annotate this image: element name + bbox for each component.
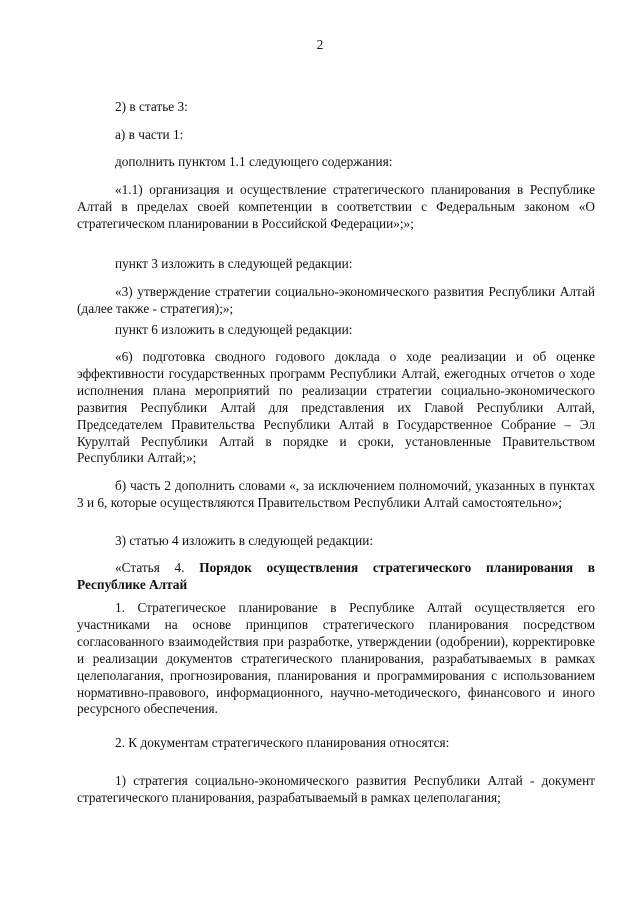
paragraph-item-3-intro: пункт 3 изложить в следующей редакции: — [115, 256, 353, 271]
paragraph-item-6-intro: пункт 6 изложить в следующей редакции: — [115, 322, 353, 337]
article-4-paragraph-2: 2. К документам стратегического планирования относятся: — [115, 735, 450, 750]
paragraph-item-6-text: «6) подготовка сводного годового доклада о ходе реализации и об оценке эффективности государственных программ Республики Алтай, ежегодных отчетов о ходе исполнения плана мероприятий по реализации стратегии социально-экономического развития Республики Алтай для представления их Главой Республики Алтай, Председателем Правительства Республики Алтай в Государственное Собрание – Эл Курултай Республики Алтай в порядке и сроки, установленные Правительством Республики Алтай;»; — [77, 349, 595, 466]
paragraph-part-2: б) часть 2 дополнить словами «, за исключением полномочий, указанных в пунктах 3 и 6, которые осуществляются Правительством Республики Алтай самостоятельно»; — [77, 478, 595, 510]
paragraph-item-1-1-text: «1.1) организация и осуществление стратегического планирования в Республике Алтай в пределах своей компетенции в соответствии с Федеральным законом «О стратегическом планировании в Российской Федерации»;»; — [77, 182, 595, 231]
paragraph-part-1: а) в части 1: — [115, 127, 184, 142]
article-4-prefix: «Статья 4. — [115, 560, 200, 575]
article-4-title: Порядок осуществления стратегического планирования в Республике Алтай — [77, 560, 595, 592]
article-4-paragraph-3: 1) стратегия социально-экономического развития Республики Алтай - документ стратегического планирования, разрабатываемый в рамках целеполагания; — [77, 773, 595, 805]
article-4-heading — [77, 560, 595, 594]
paragraph-add-item-1-1: дополнить пунктом 1.1 следующего содержания: — [115, 154, 393, 169]
paragraph-article-4-intro: 3) статью 4 изложить в следующей редакции: — [115, 533, 374, 548]
paragraph-item-3-text: «3) утверждение стратегии социально-экономического развития Республики Алтай (далее также - стратегия);»; — [77, 284, 595, 316]
article-4-paragraph-1: 1. Стратегическое планирование в Республике Алтай осуществляется его участниками на основе принципов стратегического планирования посредством согласованного взаимодействия при разработке, утверждении (одобрении), корректировке и реализации документов стратегического планирования, разрабатываемых в рамках целеполагания, прогнозирования, планирования и программирования с использованием нормативно-правового, информационного, научно-методического, финансового и иного ресурсного обеспечения. — [77, 600, 595, 717]
page-number: 2 — [316, 37, 324, 52]
paragraph-article-3: 2) в статье 3: — [115, 99, 188, 114]
